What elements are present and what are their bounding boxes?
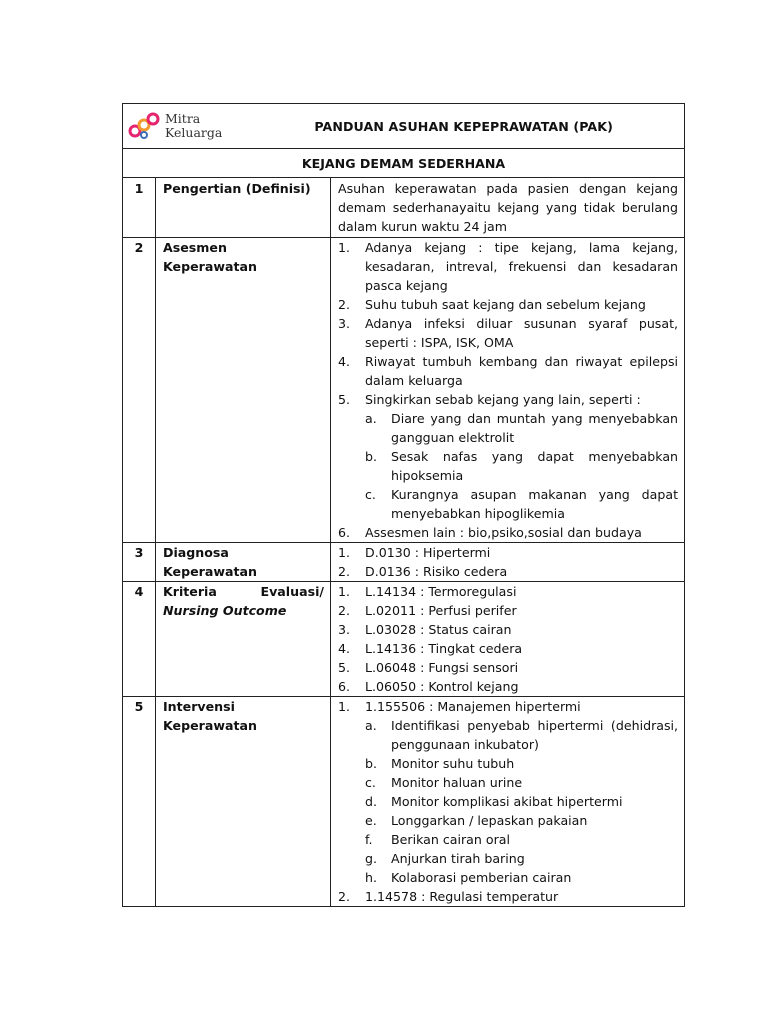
list-text: L.06050 : Kontrol kejang [365,679,519,694]
sub-list-letter: a. [365,718,377,733]
list-item [338,639,678,658]
list-text: 1.155506 : Manajemen hipertermi [365,699,581,714]
sub-list-text: Kolaborasi pemberian cairan [391,870,572,885]
sub-list-text: Monitor haluan urine [391,775,523,790]
table-row [123,697,685,907]
sub-list-letter: b. [365,756,377,771]
row-number: 3 [123,543,156,582]
row-number: 4 [123,582,156,697]
sub-list-text: Longgarkan / lepaskan pakaian [391,813,588,828]
list-text: L.14134 : Termoregulasi [365,584,517,599]
list-number: 2. [338,889,351,904]
list-item [338,314,678,352]
row-content [331,238,685,543]
row-label [156,697,331,907]
sub-list-letter: e. [365,813,377,828]
list-number: 6. [338,525,351,540]
sub-list-text: Identifikasi penyebab hipertermi (dehidrasi, penggunaan inkubator) [391,718,679,752]
sub-list-text: Sesak nafas yang dapat menyebabkan hipoksemia [391,449,679,483]
list-number: 2. [338,564,351,579]
list-text: 1.14578 : Regulasi temperatur [365,889,559,904]
sub-list-letter: b. [365,449,377,464]
sub-list-letter: h. [365,870,377,885]
list-number: 6. [338,679,351,694]
document-page [122,103,684,907]
list-number: 2. [338,297,351,312]
list-item [338,677,678,696]
list-text: Singkirkan sebab kejang yang lain, seperti : [365,392,641,407]
row-label [156,238,331,543]
row-label-line: Keperawatan [163,564,257,579]
sub-list-letter: c. [365,487,376,502]
list-item [338,582,678,601]
care-guide-table [122,103,685,907]
list-text: D.0130 : Hipertermi [365,545,491,560]
sub-list-item [338,716,678,754]
sub-list-letter: d. [365,794,377,809]
list-item [338,543,678,562]
sub-list-item [338,447,678,485]
logo-text-line2: Keluarga [165,125,223,140]
list-text: Riwayat tumbuh kembang dan riwayat epilepsi dalam keluarga [365,354,679,388]
table-row [123,543,685,582]
list-number: 3. [338,622,351,637]
list-number: 5. [338,660,351,675]
list-item [338,238,678,295]
list-number: 4. [338,354,351,369]
sub-list-text: Monitor suhu tubuh [391,756,515,771]
sub-list-item [338,773,678,792]
row-label [156,582,331,697]
row-number: 2 [123,238,156,543]
list-number: 5. [338,392,351,407]
sub-list-text: Berikan cairan oral [391,832,510,847]
sub-list-item [338,811,678,830]
row-label-line: Keperawatan [163,718,257,733]
list-text: L.02011 : Perfusi perifer [365,603,517,618]
list-text: Suhu tubuh saat kejang dan sebelum kejang [365,297,646,312]
table-row [123,238,685,543]
list-text: Assesmen lain : bio,psiko,sosial dan budaya [365,525,642,540]
header-row [123,104,685,149]
list-item [338,352,678,390]
table-row [123,178,685,238]
row-label-line: Intervensi [163,699,235,714]
definition-text: Asuhan keperawatan pada pasien dengan kejang demam sederhanayaitu kejang yang tidak berulang dalam kurun waktu 24 jam [338,181,679,234]
list-number: 2. [338,603,351,618]
list-number: 1. [338,699,351,714]
sub-list-item [338,830,678,849]
sub-list-item [338,754,678,773]
list-text: Adanya infeksi diluar susunan syaraf pusat, seperti : ISPA, ISK, OMA [365,316,679,350]
row-label-line: Diagnosa [163,545,229,560]
list-item [338,390,678,409]
row-label-line: Keperawatan [163,259,257,274]
row-content [331,697,685,907]
sub-list-letter: f. [365,832,373,847]
row-label-line: Kriteria Evaluasi/ [163,584,324,599]
subtitle-row [123,149,685,178]
list-item [338,295,678,314]
list-text: L.06048 : Fungsi sensori [365,660,519,675]
list-item [338,523,678,542]
list-item [338,562,678,581]
list-item [338,658,678,677]
row-label [156,543,331,582]
row-label-line: Asesmen [163,240,227,255]
list-item [338,887,678,906]
document-subtitle: KEJANG DEMAM SEDERHANA [123,149,685,178]
document-title: PANDUAN ASUHAN KEPEPRAWATAN (PAK) [314,118,613,134]
row-number: 5 [123,697,156,907]
table-row [123,582,685,697]
list-number: 4. [338,641,351,656]
logo-text-line1: Mitra [165,111,201,126]
list-text: D.0136 : Risiko cedera [365,564,508,579]
row-content [331,178,685,238]
sub-list-item [338,409,678,447]
list-item [338,697,678,716]
sub-list-text: Diare yang dan muntah yang menyebabkan gangguan elektrolit [391,411,679,445]
list-number: 1. [338,240,351,255]
sub-list-item [338,868,678,887]
logo-rings-icon [127,111,161,141]
sub-list-item [338,849,678,868]
list-text: Adanya kejang : tipe kejang, lama kejang, kesadaran, intreval, frekuensi dan kesadaran pasca kejang [365,240,679,293]
mitra-keluarga-logo [123,111,222,141]
list-text: L.03028 : Status cairan [365,622,512,637]
sub-list-text: Kurangnya asupan makanan yang dapat menyebabkan hipoglikemia [391,487,679,521]
list-item [338,620,678,639]
row-label: Pengertian (Definisi) [156,178,331,238]
list-number: 3. [338,316,351,331]
header-cell [123,104,685,149]
list-text: L.14136 : Tingkat cedera [365,641,523,656]
row-content [331,543,685,582]
sub-list-letter: a. [365,411,377,426]
list-number: 1. [338,545,351,560]
row-content [331,582,685,697]
sub-list-letter: g. [365,851,377,866]
sub-list-text: Monitor komplikasi akibat hipertermi [391,794,623,809]
list-item [338,601,678,620]
row-label-line: Nursing Outcome [163,603,287,618]
list-number: 1. [338,584,351,599]
sub-list-item [338,485,678,523]
sub-list-letter: c. [365,775,376,790]
row-number: 1 [123,178,156,238]
sub-list-item [338,792,678,811]
sub-list-text: Anjurkan tirah baring [391,851,525,866]
